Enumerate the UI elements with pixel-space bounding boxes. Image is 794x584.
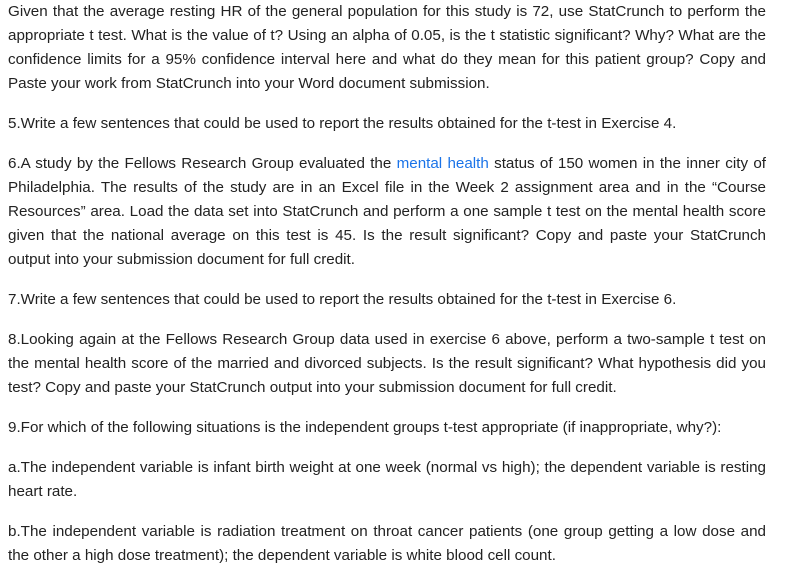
question-6-text-end: status of 150 women in the inner city of Philadelphia. The results of the study are in an Excel file in the Week 2 assignment area and in the “Course Resources” area. Load the data set into StatCrunch and perform a one sample t test on the mental health score given that the national average on this test is 45. Is the result significant? Copy and paste your StatCrunch output into your submission document for full credit. [8, 155, 766, 268]
paragraph-question-6 [8, 152, 766, 272]
mental-health-link[interactable]: mental health [396, 155, 489, 172]
document-body [8, 0, 766, 584]
paragraph-question-9a: a.The independent variable is infant birth weight at one week (normal vs high); the dependent variable is resting heart rate. [8, 459, 766, 500]
paragraph-question-9: 9.For which of the following situations is the independent groups t-test appropriate (if inappropriate, why?): [8, 419, 722, 436]
question-6-text-start: 6.A study by the Fellows Research Group evaluated the [8, 155, 397, 172]
paragraph-question-5: 5.Write a few sentences that could be used to report the results obtained for the t-test in Exercise 4. [8, 115, 677, 132]
paragraph-question-7: 7.Write a few sentences that could be used to report the results obtained for the t-test in Exercise 6. [8, 291, 677, 308]
paragraph-question-8: 8.Looking again at the Fellows Research Group data used in exercise 6 above, perform a two-sample t test on the mental health score of the married and divorced subjects. Is the result significant? What hypothesis did you test? Copy and paste your StatCrunch output into your submission document for full credit. [8, 331, 766, 396]
paragraph-intro: Given that the average resting HR of the general population for this study is 72, use StatCrunch to perform the appropriate t test. What is the value of t? Using an alpha of 0.05, is the t statistic significant? Why? What are the confidence limits for a 95% confidence interval here and what do they mean for this patient group? Copy and Paste your work from StatCrunch into your Word document submission. [8, 3, 766, 92]
paragraph-question-9b: b.The independent variable is radiation treatment on throat cancer patients (one group getting a low dose and the other a high dose treatment); the dependent variable is white blood cell count. [8, 523, 766, 564]
